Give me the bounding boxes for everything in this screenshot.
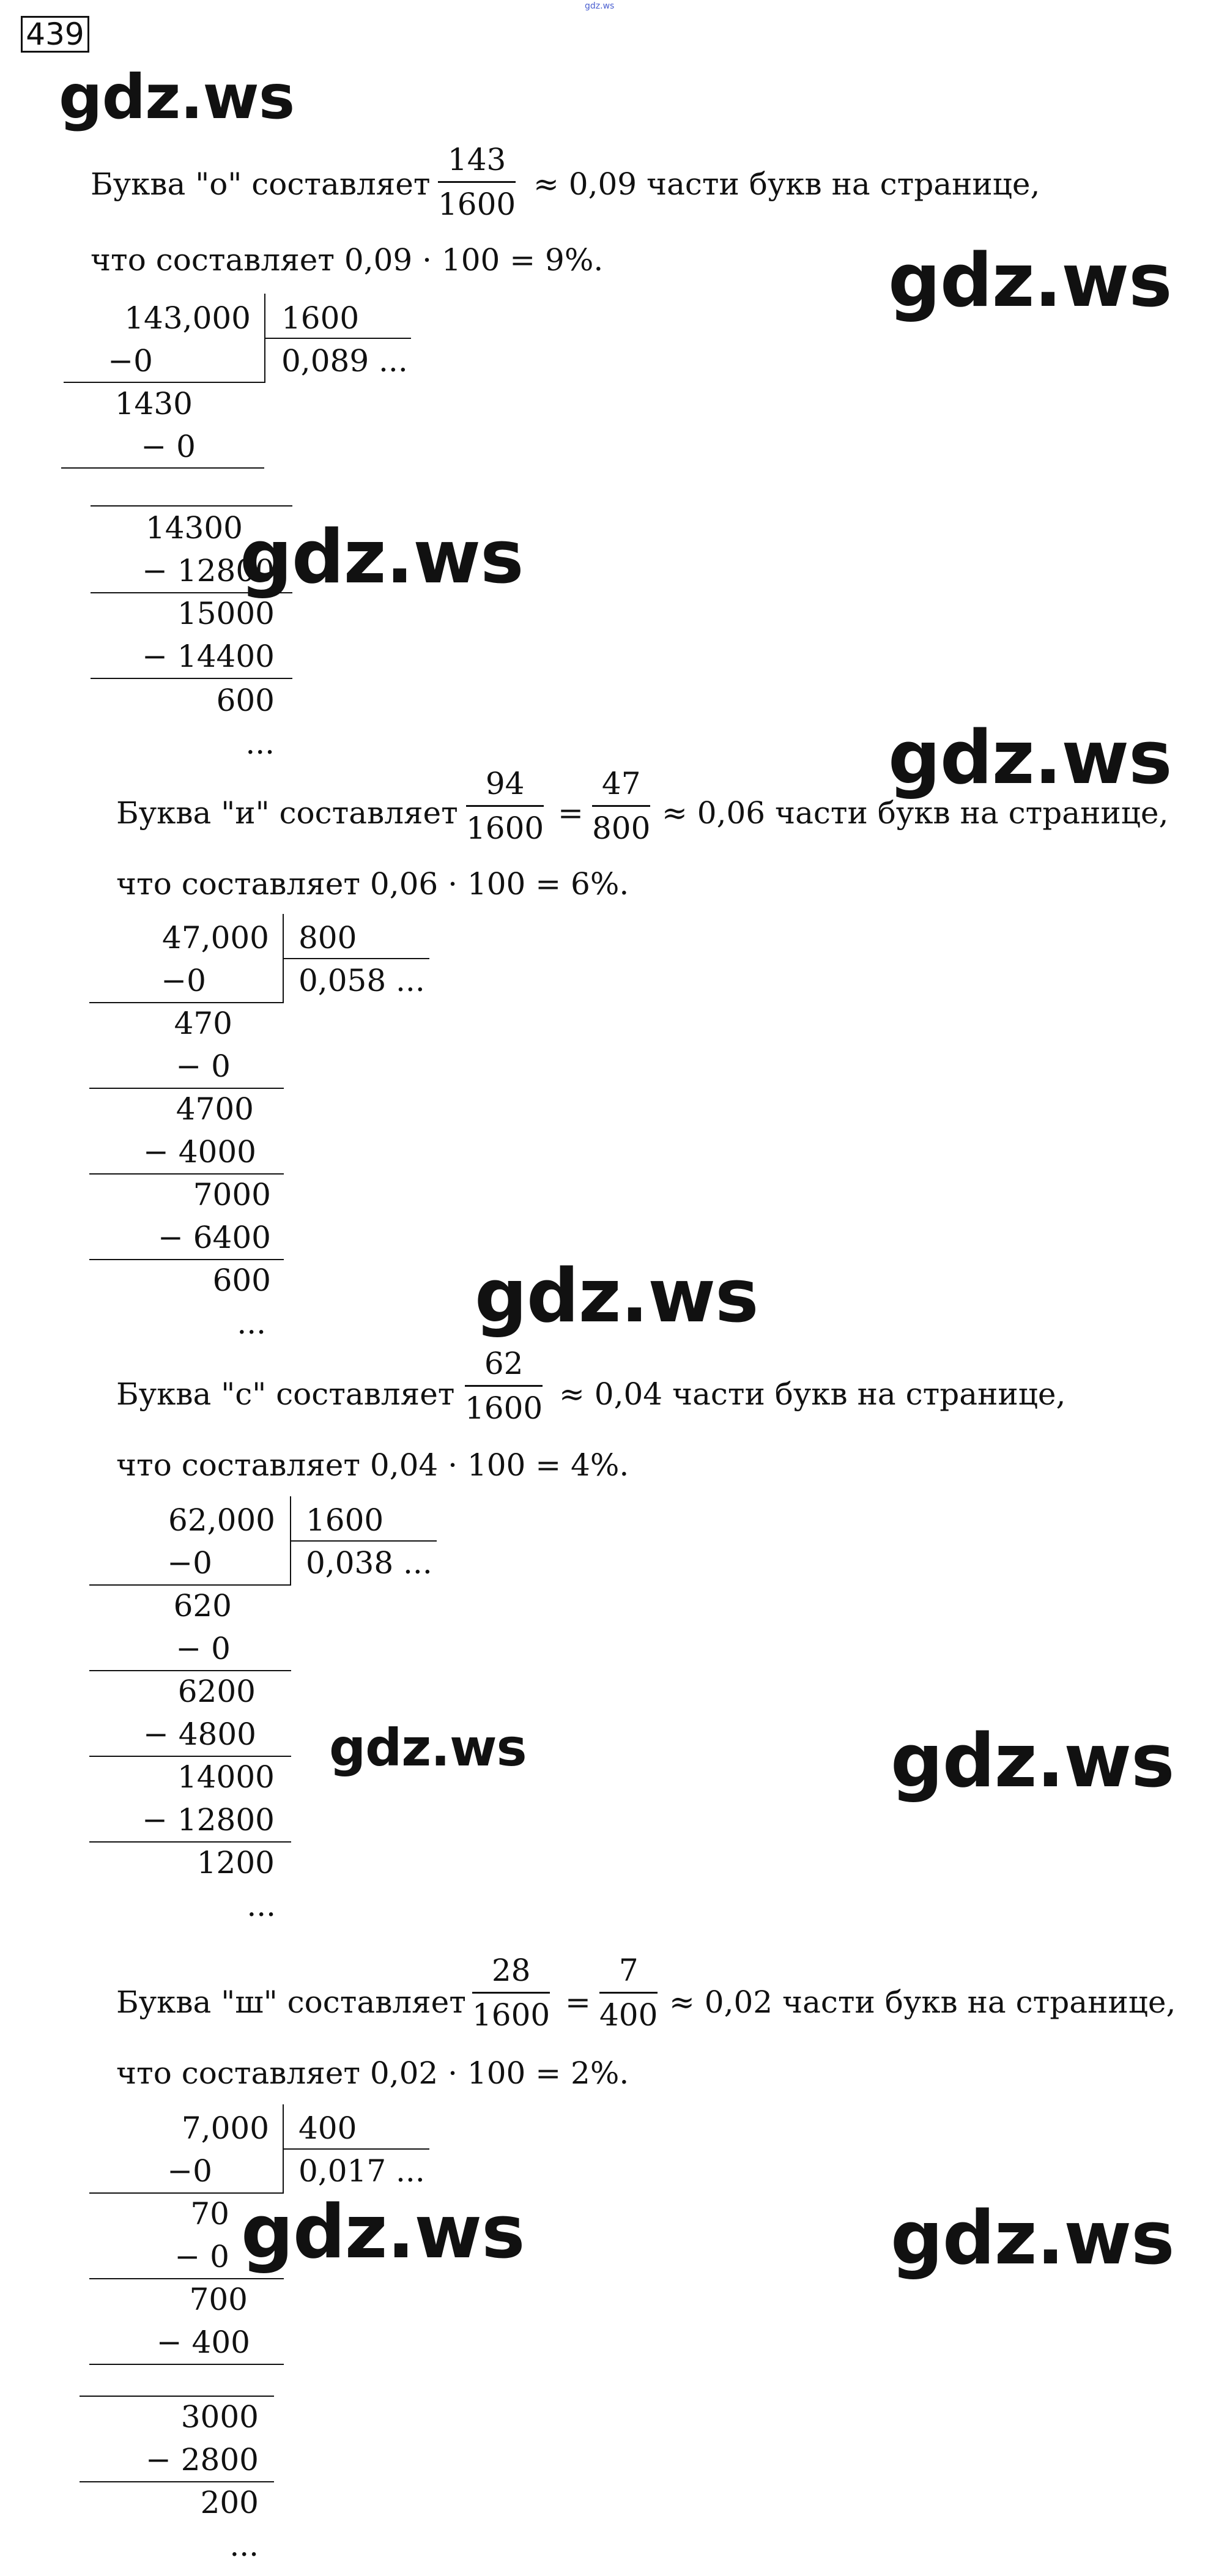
s-dividend: 62,000: [168, 1502, 275, 1538]
header-site-link[interactable]: gdz.ws: [585, 1, 615, 11]
o-step: − 12800: [142, 553, 275, 588]
sh-dividend: 7,000: [181, 2110, 269, 2146]
sh-fraction-second: [599, 1953, 658, 2033]
sh-step: 70: [190, 2196, 229, 2232]
i-fraction-first: [466, 768, 544, 844]
sh-fraction-first-numerator: 28: [472, 1955, 550, 1994]
s-fraction-denominator: 1600: [465, 1390, 543, 1426]
s-statement-lead: Буква "с" составляет: [116, 1376, 455, 1412]
problem-number: 439: [21, 16, 89, 53]
i-step: 600: [212, 1263, 271, 1298]
o-step: ...: [245, 726, 275, 761]
i-step: − 4000: [143, 1134, 256, 1170]
o-divisor: 1600: [281, 300, 360, 336]
i-divisor: 800: [298, 920, 357, 956]
sh-divisor: 400: [298, 2110, 357, 2146]
o-statement-lead: Буква "о" составляет: [91, 166, 431, 202]
sh-step: − 2800: [145, 2442, 259, 2478]
i-step: −0: [161, 963, 206, 998]
watermark-logo: gdz.ws: [891, 2196, 1174, 2281]
watermark-logo: gdz.ws: [240, 515, 524, 600]
s-step: 6200: [177, 1674, 256, 1709]
s-percent-line: что составляет 0,04 · 100 = 4%.: [116, 1447, 629, 1483]
i-fraction-second-numerator: 47: [592, 768, 650, 807]
o-step: − 0: [141, 429, 196, 464]
watermark-logo: gdz.ws: [891, 1719, 1174, 1804]
i-step: 7000: [193, 1177, 271, 1212]
i-dividend: 47,000: [162, 920, 269, 956]
o-step: − 14400: [142, 639, 275, 674]
s-step: 14000: [177, 1759, 275, 1795]
s-step: ...: [246, 1888, 276, 1923]
s-step: 620: [173, 1588, 232, 1624]
s-step: − 4800: [143, 1717, 256, 1752]
s-quotient: 0,038 ...: [306, 1545, 432, 1581]
o-fraction-denominator: 1600: [438, 187, 516, 222]
s-step: − 0: [176, 1631, 231, 1666]
i-step: − 6400: [157, 1220, 271, 1255]
s-divisor: 1600: [306, 1502, 384, 1538]
o-fraction-numerator: 143: [438, 144, 516, 183]
sh-fraction-first: [472, 1953, 550, 2033]
s-step: 1200: [196, 1845, 275, 1880]
o-percent-line: что составляет 0,09 · 100 = 9%.: [91, 242, 604, 278]
i-fraction-second: [592, 768, 650, 844]
i-equals-sign: =: [558, 795, 584, 831]
sh-step: −0: [167, 2153, 212, 2189]
sh-step: − 400: [156, 2325, 250, 2360]
o-statement-result: ≈ 0,09 части букв на странице,: [533, 166, 1040, 202]
sh-fraction-second-numerator: 7: [599, 1955, 658, 1994]
i-fraction-second-denominator: 800: [592, 811, 651, 846]
sh-step: ...: [229, 2528, 259, 2563]
watermark-logo: gdz.ws: [59, 61, 295, 133]
o-quotient: 0,089 ...: [281, 343, 408, 379]
s-fraction-numerator: 62: [465, 1348, 543, 1387]
o-step: 15000: [177, 596, 275, 631]
watermark-logo: gdz.ws: [241, 2190, 525, 2275]
o-fraction: [438, 144, 516, 220]
i-step: − 0: [176, 1049, 231, 1084]
i-quotient: 0,058 ...: [298, 963, 425, 998]
sh-fraction-first-denominator: 1600: [472, 1997, 550, 2033]
o-dividend: 143,000: [124, 300, 251, 336]
sh-equals-sign: =: [565, 1984, 591, 2020]
o-step: 1430: [114, 386, 193, 421]
sh-statement-result: ≈ 0,02 части букв на странице,: [669, 1984, 1176, 2020]
sh-step: 700: [189, 2282, 248, 2317]
sh-step: 200: [200, 2485, 259, 2520]
i-statement-result: ≈ 0,06 части букв на странице,: [662, 795, 1169, 831]
s-step: −0: [167, 1545, 212, 1581]
s-step: − 12800: [142, 1802, 275, 1838]
sh-step: − 0: [174, 2239, 229, 2274]
i-step: ...: [237, 1305, 266, 1341]
sh-percent-line: что составляет 0,02 · 100 = 2%.: [116, 2055, 629, 2091]
o-step: 14300: [145, 510, 243, 546]
watermark-logo: gdz.ws: [888, 716, 1172, 801]
watermark-logo: gdz.ws: [475, 1254, 758, 1339]
watermark-logo: gdz.ws: [329, 1718, 527, 1778]
sh-fraction-second-denominator: 400: [599, 1997, 658, 2033]
i-fraction-first-numerator: 94: [466, 768, 544, 807]
sh-statement-lead: Буква "ш" составляет: [116, 1984, 466, 2020]
o-step: −0: [108, 343, 153, 379]
i-statement-lead: Буква "и" составляет: [116, 795, 458, 831]
s-statement-result: ≈ 0,04 части букв на странице,: [559, 1376, 1066, 1412]
sh-quotient: 0,017 ...: [298, 2153, 425, 2189]
sh-step: 3000: [180, 2399, 259, 2435]
i-step: 4700: [176, 1091, 254, 1127]
i-percent-line: что составляет 0,06 · 100 = 6%.: [116, 866, 629, 902]
s-fraction: [465, 1346, 543, 1426]
i-fraction-first-denominator: 1600: [466, 811, 544, 846]
i-step: 470: [174, 1006, 232, 1041]
watermark-logo: gdz.ws: [888, 239, 1172, 324]
o-step: 600: [216, 683, 275, 718]
